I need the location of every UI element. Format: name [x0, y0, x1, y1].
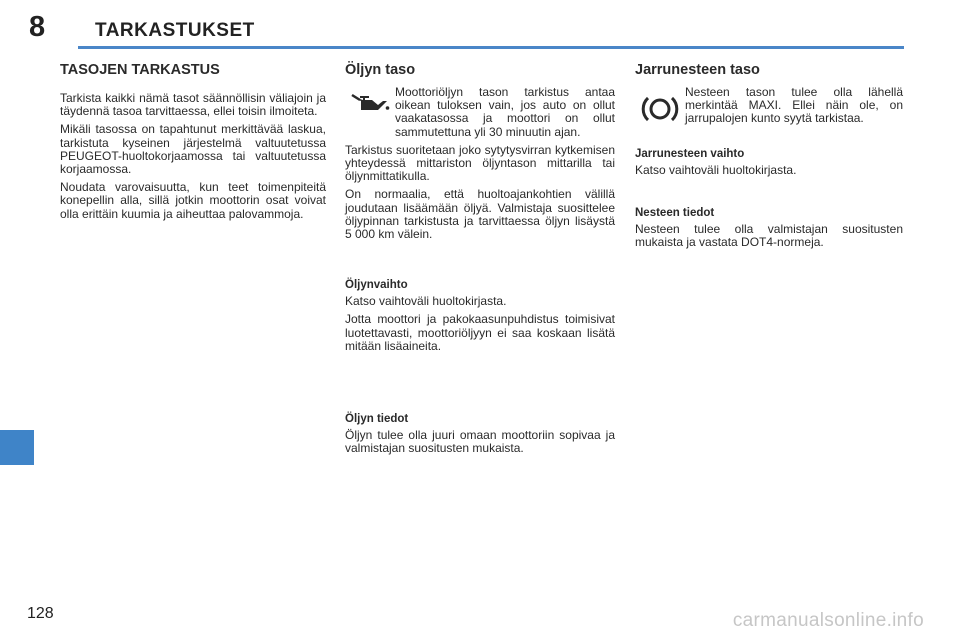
paragraph: Öljyn tulee olla juuri omaan moottoriin sopivaa ja valmistajan suositusten mukaista.	[345, 428, 615, 456]
paragraph: Katso vaihtoväli huoltokirjasta.	[345, 294, 507, 309]
paragraph: Noudata varovaisuutta, kun teet toimenpiteitä konepellin alla, sillä jotkin moottorin osat voivat olla erittäin kuumia ja aiheuttaa palovammoja.	[60, 180, 326, 221]
section-oil-level	[345, 60, 615, 460]
section-heading: TASOJEN TARKASTUS	[60, 62, 220, 78]
subsection-heading: Öljyn tiedot	[345, 413, 409, 426]
subsection-heading: Öljynvaihto	[345, 279, 408, 292]
subsection-oil-change	[345, 279, 615, 353]
subsection-brake-change	[635, 148, 903, 177]
oil-level-note	[345, 86, 615, 139]
subsection-oil-info	[345, 413, 615, 455]
brake-level-text: Nesteen tason tulee olla lähellä merkintää MAXI. Ellei näin ole, on jarrupalojen kunto syytä tarkistaa.	[685, 85, 903, 126]
subsection-heading: Jarrunesteen vaihto	[635, 147, 745, 160]
brake-warning-icon	[635, 86, 685, 124]
section-heading: Jarrunesteen taso	[635, 62, 760, 78]
oil-can-icon	[345, 86, 395, 114]
chapter-side-tab	[0, 430, 34, 465]
paragraph: Tarkistus suoritetaan joko sytytysvirran kytkemisen yhteydessä mittariston öljyntason mittarilla tai öljynmittatikulla.	[345, 142, 615, 184]
section-level-checks	[60, 60, 326, 226]
paragraph: Jotta moottori ja pakokaasunpuhdistus toimisivat luotettavasti, moottoriöljyyn ei saa koskaan lisätä mitään lisäaineita.	[345, 312, 615, 353]
paragraph: Katso vaihtoväli huoltokirjasta.	[635, 162, 797, 177]
paragraph: Tarkista kaikki nämä tasot säännöllisin väliajoin ja täydennä tasoa tarvittaessa, ellei toisin ilmoiteta.	[60, 91, 326, 119]
brake-level-note	[635, 86, 903, 126]
subsection-heading: Nesteen tiedot	[635, 206, 715, 219]
header-rule	[78, 46, 904, 49]
subsection-fluid-info	[635, 207, 903, 249]
section-brake-fluid	[635, 60, 903, 254]
oil-level-text: Moottoriöljyn tason tarkistus antaa oikean tuloksen vain, jos auto on ollut vaakatasossa ja moottori on ollut sammutettuna yli 30 minuutin ajan.	[395, 85, 615, 139]
chapter-number: 8	[29, 11, 46, 43]
paragraph: Mikäli tasossa on tapahtunut merkittävää laskua, tarkistuta kyseinen järjestelmä valtuutetussa PEUGEOT-huoltokorjaamossa tai valtuutetussa korjaamossa.	[60, 122, 326, 177]
chapter-title: TARKASTUKSET	[95, 20, 255, 41]
page-number: 128	[27, 605, 54, 622]
paragraph: On normaalia, että huoltoajankohtien välillä joudutaan lisäämään öljyä. Valmistaja suosittelee öljypinnan tarkistusta ja tarvittaessa öljyn lisäystä 5 000 km välein.	[345, 187, 615, 242]
watermark: carmanualsonline.info	[732, 610, 924, 631]
paragraph: Nesteen tulee olla valmistajan suositusten mukaista ja vastata DOT4-normeja.	[635, 221, 903, 250]
section-heading: Öljyn taso	[345, 62, 416, 78]
